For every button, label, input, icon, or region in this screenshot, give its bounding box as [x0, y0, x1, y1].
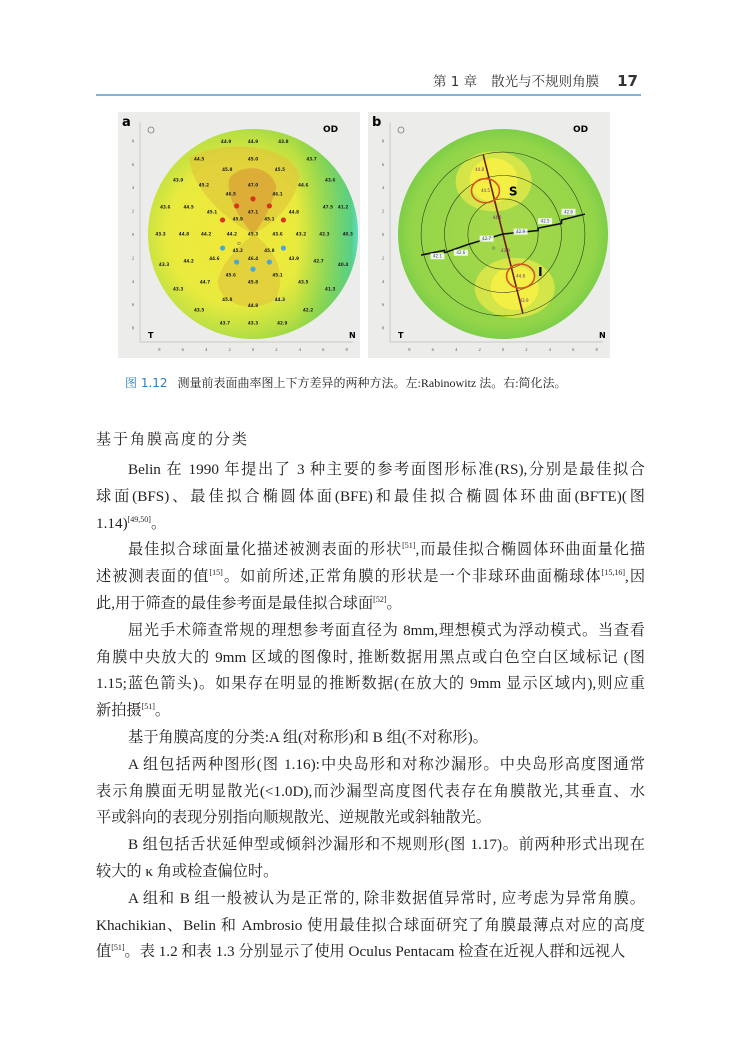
inferior-sample-point — [267, 259, 272, 264]
y-tick-label: 8 — [131, 325, 135, 331]
citation-superscript: [15,16] — [601, 568, 625, 578]
y-tick-label: 4 — [381, 278, 385, 284]
curvature-value: 45.0 — [247, 156, 259, 162]
text-run: 基于角膜高度的分类:A 组(对称形)和 B 组(不对称形)。 — [128, 728, 488, 746]
caption-number: 图 1.12 — [125, 376, 168, 390]
curvature-value: 44.8 — [247, 302, 259, 308]
chapter-title: 散光与不规则角膜 — [491, 74, 600, 90]
text-run: 。表 1.2 和表 1.3 分别显示了使用 Oculus Pentacam 检查在近视人群和远视人 — [124, 943, 626, 961]
curvature-value: 42.7 — [313, 258, 324, 264]
text-line — [96, 752, 645, 779]
text-run: 新拍摄 — [96, 702, 142, 720]
y-tick-label: 6 — [131, 161, 135, 167]
horizontal-curvature-value: 42.1 — [433, 253, 442, 259]
curvature-value: 46.5 — [225, 191, 236, 197]
curvature-value: 41.2 — [337, 204, 349, 210]
x-tick-label: 8 — [345, 347, 348, 352]
nasal-label: N — [599, 331, 606, 340]
curvature-value: 45.8 — [222, 167, 233, 173]
text-run: ,而最佳拟合椭圆体环曲面量化描 — [415, 541, 645, 559]
paragraph — [96, 832, 645, 886]
superior-sample-point — [250, 196, 255, 201]
text-line — [96, 591, 645, 618]
y-tick-label: 8 — [381, 138, 385, 144]
citation-superscript: [51] — [141, 702, 155, 712]
text-run: 述被测表面的值 — [96, 568, 210, 586]
text-line — [96, 457, 645, 484]
curvature-value: 43.3 — [247, 320, 259, 326]
vertical-curvature-value: 44.8 — [516, 273, 526, 279]
paragraph — [96, 618, 645, 725]
curvature-value: 43.3 — [158, 261, 170, 267]
curvature-value: 43.3 — [155, 231, 166, 237]
header-rule — [96, 94, 641, 96]
curvature-map-b — [368, 112, 610, 358]
curvature-value: 41.3 — [325, 286, 336, 292]
panel-b-simplified-map — [368, 112, 610, 358]
superior-label: S — [508, 184, 518, 199]
vertical-curvature-value: 43.9 — [519, 298, 529, 304]
x-tick-label: 4 — [298, 347, 301, 352]
inferior-sample-point — [281, 245, 286, 250]
text-run: A 组和 B 组一般被认为是正常的, 除非数据值异常时, 应考虑为异常角膜。 — [128, 889, 645, 907]
curvature-value: 45.2 — [198, 182, 210, 188]
x-tick-label: 8 — [595, 347, 598, 352]
panel-label: b — [372, 115, 382, 130]
curvature-value: 44.9 — [220, 139, 232, 145]
curvature-value: 43.9 — [288, 256, 300, 262]
eye-label: OD — [323, 125, 339, 135]
curvature-value: 44.5 — [183, 204, 194, 210]
panel-label: a — [122, 115, 131, 130]
y-tick-label: 2 — [131, 208, 135, 214]
text-run: 此,用于筛查的最佳参考面是最佳拟合球面 — [96, 594, 374, 612]
curvature-value: 40.3 — [342, 231, 353, 237]
text-line — [96, 484, 645, 511]
paragraph — [96, 457, 645, 537]
text-run: 最佳拟合球面量化描述被测表面的形状 — [128, 541, 403, 559]
chapter-number: 第 1 章 — [432, 74, 478, 90]
curvature-value: 42.2 — [302, 307, 314, 313]
superior-sample-point — [281, 217, 286, 222]
y-tick-label: 6 — [381, 161, 385, 167]
curvature-value: 45.8 — [247, 279, 259, 285]
text-run: 屈光手术筛查常规的理想参考面直径为 8mm,理想模式为浮动模式。当查看 — [128, 621, 645, 639]
y-tick-label: 8 — [131, 138, 135, 144]
text-line — [96, 564, 645, 591]
y-tick-label: 2 — [131, 255, 135, 261]
x-tick-label: 2 — [275, 347, 278, 352]
x-tick-label: 4 — [548, 347, 551, 352]
text-run: ,因 — [625, 568, 646, 586]
curvature-value: 45.8 — [264, 247, 275, 253]
y-tick-label: 6 — [131, 302, 135, 308]
curvature-value: 45.1 — [206, 209, 218, 215]
x-tick-label: 8 — [408, 347, 411, 352]
section-heading: 基于角膜高度的分类 — [96, 432, 250, 448]
text-line — [96, 537, 645, 564]
curvature-value: 45.3 — [247, 231, 259, 237]
figure-1-12 — [118, 112, 612, 358]
curvature-value: 45.6 — [225, 272, 236, 278]
text-run: 球面(BFS)、最佳拟合椭圆体面(BFE)和最佳拟合椭圆体环曲面(BFTE)(图 — [96, 487, 645, 505]
curvature-value: 44.6 — [209, 256, 220, 262]
horizontal-curvature-value: 42.5 — [540, 218, 550, 224]
y-tick-label: 2 — [381, 255, 385, 261]
curvature-value: 45.5 — [274, 167, 286, 173]
text-line — [96, 886, 645, 913]
curvature-value: 43.2 — [295, 231, 307, 237]
text-run: 平或斜向的表现分别指向顺规散光、逆规散光或斜轴散光。 — [96, 809, 491, 827]
x-tick-label: 0 — [501, 347, 505, 352]
user-icon — [148, 127, 154, 133]
text-run: B 组包括舌状延伸型或倾斜沙漏形和不规则形(图 1.17)。前两种形式出现在 — [128, 836, 645, 854]
text-run: A 组包括两种图形(图 1.16):中央岛形和对称沙漏形。中央岛形高度图通常 — [128, 755, 645, 773]
curvature-value: 44.2 — [183, 258, 194, 264]
paragraph — [96, 752, 645, 832]
text-line — [96, 645, 645, 672]
x-tick-label: 6 — [572, 347, 575, 352]
curvature-value: 44.8 — [288, 209, 300, 215]
curvature-value: 44.3 — [274, 297, 286, 303]
paragraph — [96, 886, 645, 966]
y-tick-label: 6 — [381, 302, 385, 308]
vertical-curvature-value: 44.8 — [475, 167, 485, 173]
text-run: Belin 在 1990 年提出了 3 种主要的参考面图形标准(RS),分别是最佳拟合 — [128, 461, 645, 478]
temporal-label: T — [148, 331, 154, 340]
x-tick-label: 2 — [478, 347, 481, 352]
x-tick-label: 0 — [251, 347, 255, 352]
x-tick-label: 6 — [181, 347, 184, 352]
curvature-value: 43.6 — [160, 204, 171, 210]
curvature-value: 45.2 — [232, 247, 243, 253]
curvature-value: 42.9 — [277, 320, 288, 326]
inferior-sample-point — [234, 259, 239, 264]
y-tick-label: 4 — [131, 185, 135, 191]
curvature-value: 47.0 — [247, 182, 259, 188]
figure-caption — [125, 374, 567, 391]
curvature-value: 45.1 — [264, 216, 275, 222]
running-header — [433, 70, 638, 90]
text-run: Khachikian、Belin 和 Ambrosio 使用最佳拟合球面研究了角膜最薄点对应的高度 — [96, 916, 645, 934]
curvature-value: 43.6 — [272, 231, 283, 237]
curvature-value: 43.3 — [172, 286, 184, 292]
y-tick-label: 0 — [381, 232, 385, 237]
text-line — [96, 913, 645, 940]
curvature-value: 47.1 — [247, 209, 259, 215]
curvature-value: 47.5 — [322, 204, 334, 210]
text-run: 表示角膜面无明显散光(<1.0D),而沙漏型高度图代表存在角膜散光,其垂直、水 — [96, 782, 645, 800]
curvature-map-a — [118, 112, 360, 358]
text-run: 1.14) — [96, 514, 128, 532]
user-icon — [398, 127, 404, 133]
vertical-curvature-value: 43.9 — [500, 247, 510, 253]
text-line — [96, 698, 645, 725]
citation-superscript: [49,50] — [127, 514, 151, 524]
text-run: 。 — [386, 594, 402, 612]
curvature-value: 46.4 — [247, 256, 259, 262]
text-line — [96, 832, 645, 859]
curvature-value: 46.1 — [272, 191, 283, 197]
superior-sample-point — [234, 203, 239, 208]
curvature-value: 43.7 — [219, 320, 231, 326]
text-line — [96, 805, 645, 832]
text-run: 角膜中央放大的 9mm 区域的图像时, 推断数据用黑点或白色空白区域标记 (图 — [96, 648, 645, 666]
text-line — [96, 511, 645, 538]
inferior-label: I — [538, 265, 543, 280]
curvature-value: 44.9 — [247, 139, 259, 145]
x-tick-label: 8 — [158, 347, 161, 352]
horizontal-curvature-value: 42.6 — [456, 250, 466, 256]
citation-superscript: [51] — [111, 943, 125, 953]
inferior-sample-point — [220, 245, 225, 250]
curvature-value: 40.4 — [337, 261, 349, 267]
curvature-value: 43.5 — [298, 279, 309, 285]
curvature-value: 43.6 — [325, 177, 336, 183]
vertical-curvature-value: 44.5 — [480, 188, 490, 194]
y-tick-label: 4 — [381, 185, 385, 191]
y-tick-label: 8 — [381, 325, 385, 331]
text-line — [96, 779, 645, 806]
paragraph — [96, 537, 645, 617]
curvature-value: 44.2 — [201, 231, 212, 237]
horizontal-curvature-value: 42.9 — [516, 229, 526, 235]
text-run: 。如前所述,正常角膜的形状是一个非球环曲面椭球体 — [222, 568, 602, 586]
curvature-value: 44.5 — [194, 156, 205, 162]
curvature-value: 43.7 — [306, 156, 317, 162]
citation-superscript: [51] — [402, 541, 416, 551]
curvature-value: 43.8 — [278, 139, 289, 145]
y-tick-label: 4 — [131, 278, 135, 284]
nasal-label: N — [349, 331, 356, 340]
citation-superscript: [52] — [373, 594, 387, 604]
curvature-value: 45.9 — [232, 216, 243, 222]
x-tick-label: 2 — [228, 347, 231, 352]
page-number: 17 — [617, 72, 638, 90]
vertical-curvature-value: 44.5 — [492, 215, 502, 221]
text-line — [96, 618, 645, 645]
x-tick-label: 6 — [431, 347, 434, 352]
paragraph — [96, 725, 645, 752]
panel-a-rabinowitz-map — [118, 112, 360, 358]
y-tick-label: 0 — [131, 232, 135, 237]
x-tick-label: 6 — [322, 347, 325, 352]
text-run: 值 — [96, 943, 112, 961]
text-run: 较大的 κ 角或检查偏位时。 — [96, 862, 279, 880]
caption-text: 测量前表面曲率图上下方差异的两种方法。左:Rabinowitz 法。右:简化法。 — [177, 376, 567, 390]
curvature-value: 45.1 — [272, 272, 283, 278]
temporal-label: T — [398, 331, 404, 340]
horizontal-curvature-value: 42.7 — [482, 236, 492, 242]
body-text — [96, 457, 645, 966]
text-line — [96, 939, 645, 966]
text-line — [96, 671, 645, 698]
y-tick-label: 2 — [381, 208, 385, 214]
citation-superscript: [15] — [209, 568, 223, 578]
text-run: 。 — [154, 702, 171, 720]
text-run: 。 — [150, 514, 167, 532]
superior-sample-point — [267, 203, 272, 208]
x-tick-label: 4 — [455, 347, 458, 352]
curvature-value: 44.6 — [298, 182, 309, 188]
curvature-value: 44.8 — [178, 231, 190, 237]
inferior-sample-point — [250, 267, 255, 272]
curvature-value: 43.9 — [172, 177, 184, 183]
text-run: 1.15;蓝色箭头)。如果存在明显的推断数据(在放大的 9mm 显示区域内),则应重 — [96, 675, 645, 693]
curvature-value: 43.5 — [194, 307, 205, 313]
x-tick-label: 4 — [205, 347, 208, 352]
x-tick-label: 2 — [525, 347, 528, 352]
curvature-value: 44.7 — [199, 279, 211, 285]
text-line — [96, 725, 645, 752]
text-line — [96, 859, 645, 886]
curvature-value: 42.3 — [319, 231, 330, 237]
eye-label: OD — [573, 125, 589, 135]
curvature-value: 45.8 — [222, 297, 233, 303]
curvature-value: 44.2 — [226, 231, 238, 237]
superior-sample-point — [220, 217, 225, 222]
horizontal-curvature-value: 42.6 — [564, 209, 573, 215]
